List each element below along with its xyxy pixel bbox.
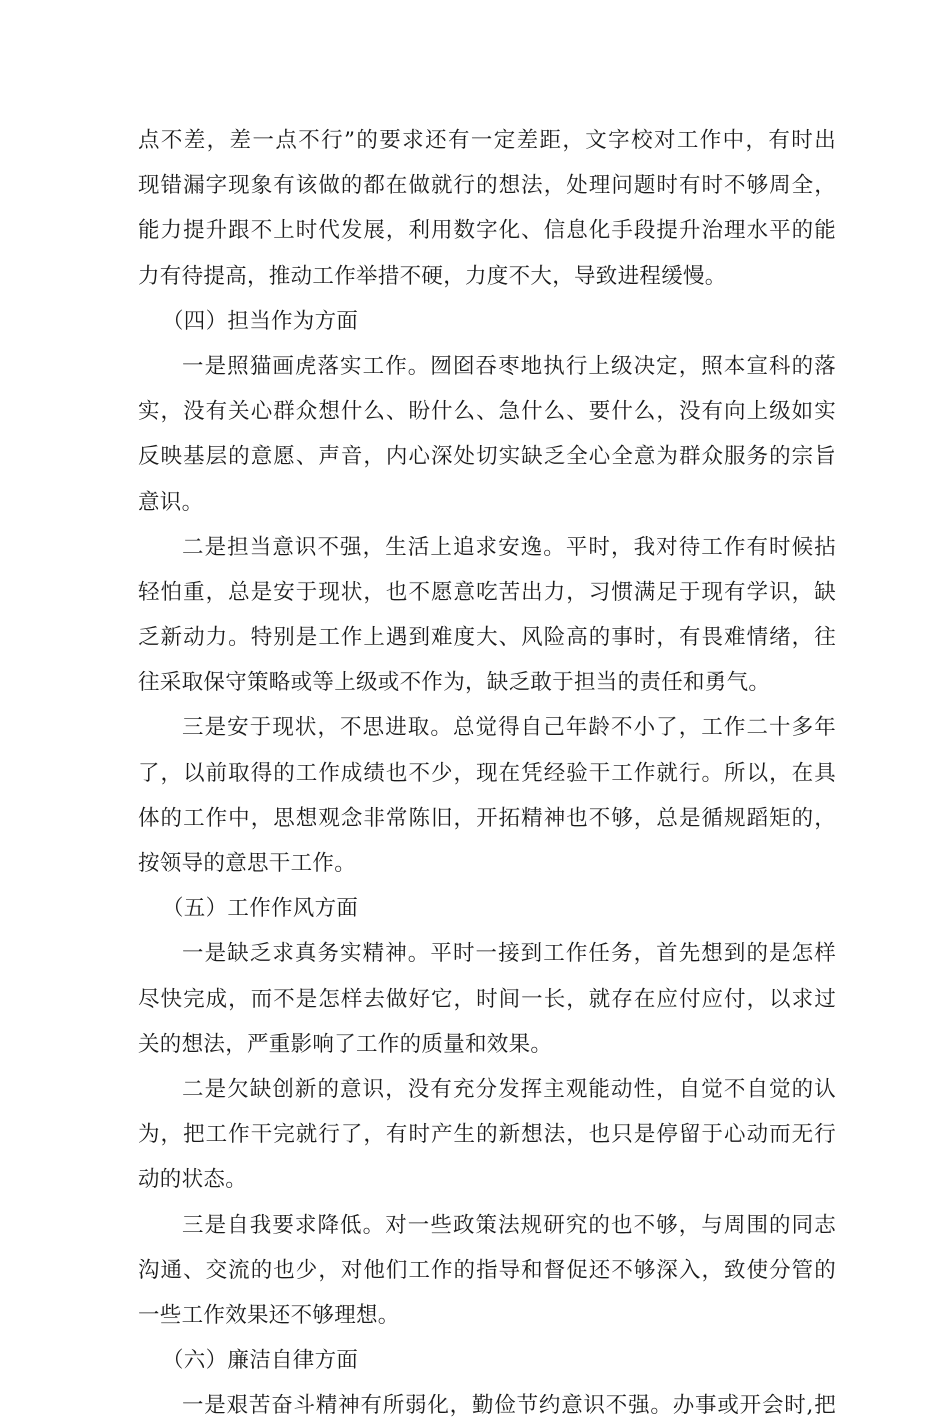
body-text-line: 沟通、交流的也少，对他们工作的指导和督促还不够深入，致使分管的 xyxy=(138,1257,836,1283)
paragraph-first-line: 一是缺乏求真务实精神。平时一接到工作任务，首先想到的是怎样 xyxy=(182,941,836,967)
body-text-line: 反映基层的意愿、声音，内心深处切实缺乏全心全意为群众服务的宗旨 xyxy=(138,444,836,470)
paragraph-first-line: 一是照猫画虎落实工作。囫囵吞枣地执行上级决定，照本宣科的落 xyxy=(182,353,836,379)
body-text-line: 轻怕重，总是安于现状，也不愿意吃苦出力，习惯满足于现有学识，缺 xyxy=(138,579,836,605)
paragraph-first-line: 三是自我要求降低。对一些政策法规研究的也不够，与周围的同志 xyxy=(182,1212,836,1238)
section-heading: （五）工作作风方面 xyxy=(162,896,359,922)
body-text-line: 能力提升跟不上时代发展，利用数字化、信息化手段提升治理水平的能 xyxy=(138,218,836,244)
body-text-line: 关的想法，严重影响了工作的质量和效果。 xyxy=(138,1031,553,1057)
paragraph-first-line: 二是欠缺创新的意识，没有充分发挥主观能动性，自觉不自觉的认 xyxy=(182,1076,836,1102)
body-text-line: 现错漏字现象有该做的都在做就行的想法，处理问题时有时不够周全， xyxy=(138,173,836,199)
section-heading: （六）廉洁自律方面 xyxy=(162,1348,359,1374)
body-text-line: 按领导的意思干工作。 xyxy=(138,851,357,876)
body-text-line: 一些工作效果还不够理想。 xyxy=(138,1302,400,1328)
body-text-line: 点不差，差一点不行”的要求还有一定差距，文字校对工作中，有时出 xyxy=(138,128,836,153)
body-text-line: 了，以前取得的工作成绩也不少，现在凭经验干工作就行。所以，在具 xyxy=(138,760,836,786)
body-text-line: 意识。 xyxy=(138,489,204,515)
document-page xyxy=(138,118,836,1428)
body-text-line: 为，把工作干完就行了，有时产生的新想法，也只是停留于心动而无行 xyxy=(138,1122,836,1148)
body-text-line: 实，没有关心群众想什么、盼什么、急什么、要什么，没有向上级如实 xyxy=(138,399,836,425)
paragraph-first-line: 一是艰苦奋斗精神有所弱化，勤俭节约意识不强。办事或开会时,把 xyxy=(182,1393,836,1419)
section-heading: （四）担当作为方面 xyxy=(162,308,359,334)
body-text-line: 体的工作中，思想观念非常陈旧，开拓精神也不够，总是循规蹈矩的， xyxy=(138,805,836,831)
paragraph-first-line: 三是安于现状，不思进取。总觉得自己年龄不小了，工作二十多年 xyxy=(182,715,836,741)
body-text-line: 动的状态。 xyxy=(138,1167,248,1193)
body-text-line: 尽快完成，而不是怎样去做好它，时间一长，就存在应付应付，以求过 xyxy=(138,986,836,1012)
body-text-line: 往采取保守策略或等上级或不作为，缺乏敢于担当的责任和勇气。 xyxy=(138,670,771,696)
body-text-line: 乏新动力。特别是工作上遇到难度大、风险高的事时，有畏难情绪，往 xyxy=(138,625,836,651)
body-text-line: 力有待提高，推动工作举措不硬，力度不大，导致进程缓慢。 xyxy=(138,263,727,289)
paragraph-first-line: 二是担当意识不强，生活上追求安逸。平时，我对待工作有时候拈 xyxy=(182,534,836,560)
